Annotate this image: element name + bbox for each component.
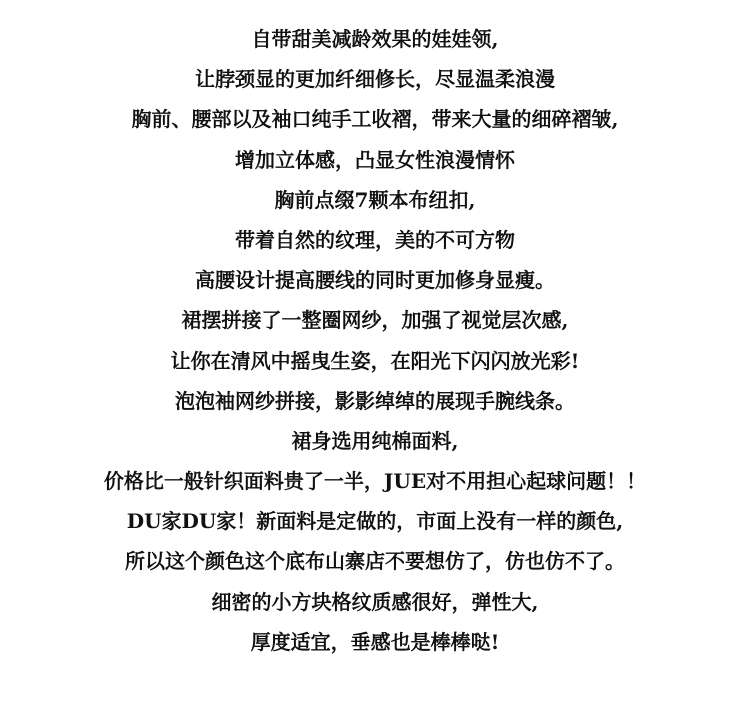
- product-description: [0, 19, 750, 662]
- description-line: 带着自然的纹理，美的不可方物: [235, 227, 515, 252]
- description-line: 自带甜美减龄效果的娃娃领,: [251, 27, 499, 51]
- description-line: DU家DU家！新面料是定做的，市面上没有一样的颜色,: [126, 509, 624, 534]
- description-line: 细密的小方块格纹质感很好，弹性大,: [211, 589, 539, 614]
- description-line: 胸前、腰部以及袖口纯手工收褶，带来大量的细碎褶皱,: [131, 107, 619, 132]
- description-line: 所以这个颜色这个底布山寨店不要想仿了，仿也仿不了。: [125, 549, 625, 574]
- description-line: 厚度适宜，垂感也是棒棒哒!: [250, 629, 500, 654]
- description-line: 泡泡袖网纱拼接，影影绰绰的展现手腕线条。: [175, 388, 575, 413]
- description-line: 增加立体感，凸显女性浪漫情怀: [235, 147, 515, 172]
- description-line: 高腰设计提高腰线的同时更加修身显瘦。: [195, 268, 555, 293]
- description-line: 让脖颈显的更加纤细修长，尽显温柔浪漫: [195, 67, 555, 92]
- description-line: 胸前点缀7颗本布纽扣,: [274, 187, 476, 212]
- description-line: 价格比一般针织面料贵了一半，JUE对不用担心起球问题！！: [103, 469, 647, 494]
- description-line: 裙身选用纯棉面料,: [291, 428, 459, 453]
- description-line: 让你在清风中摇曳生姿，在阳光下闪闪放光彩!: [170, 348, 580, 373]
- description-line: 裙摆拼接了一整圈网纱，加强了视觉层次感,: [181, 308, 569, 333]
